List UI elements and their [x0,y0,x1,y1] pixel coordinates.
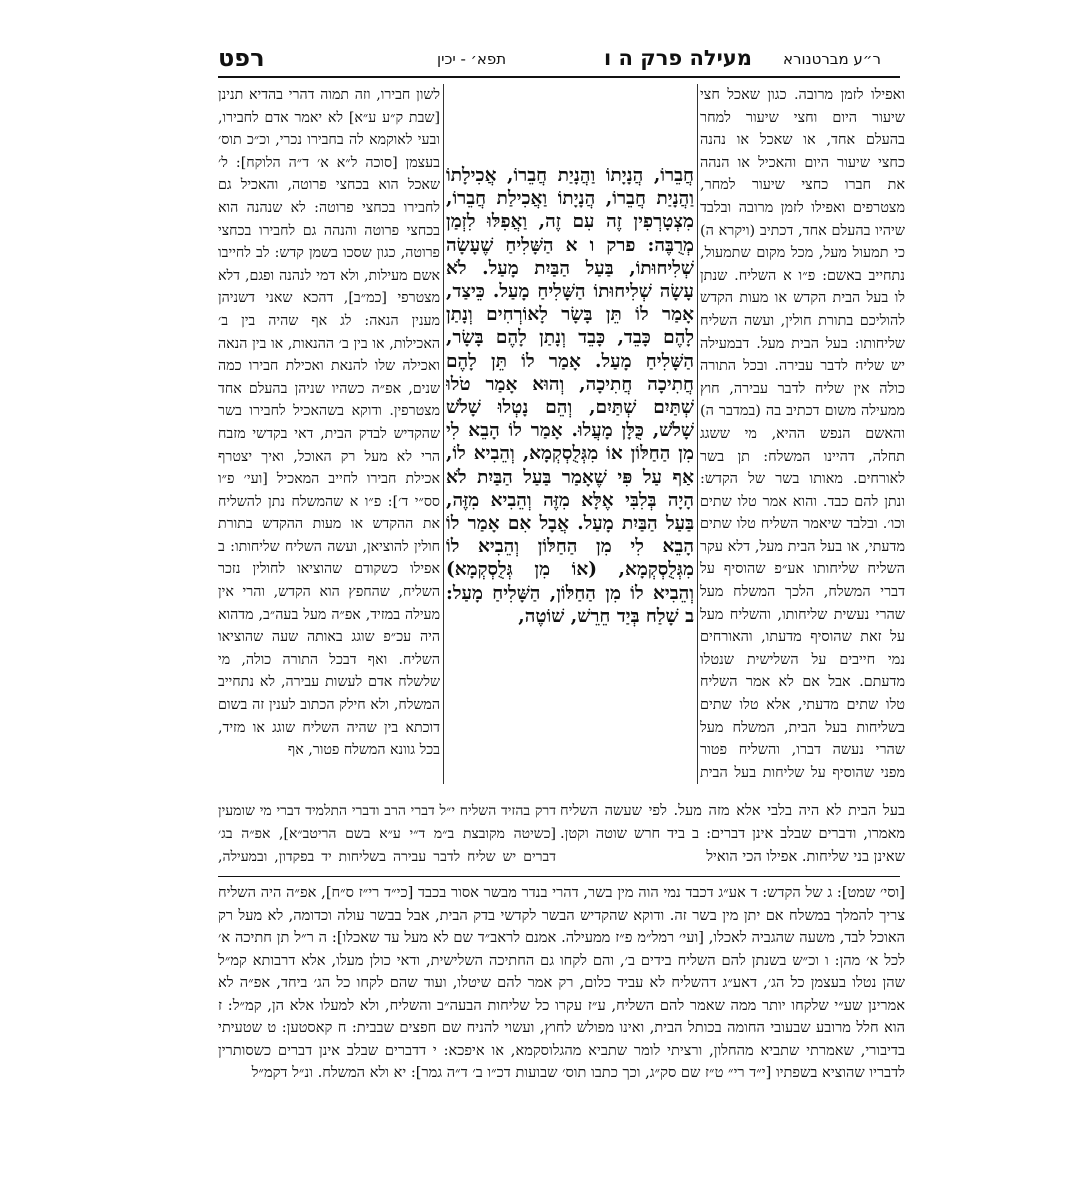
tiferet-yisrael-commentary [218,84,440,784]
notes-rule [218,876,900,877]
bartenura-continuation [560,800,905,870]
running-head-title: מעילה פרק ה ו [604,46,752,70]
running-head-commentary-left: תפא׳ - יכין [437,50,507,68]
tiferet-text: לשון חבירו, וזה תמוה דהרי בהדיא תנינן [שבת ק״ע ע״א] לא יאמר אדם לחבירו, ובעי לאוקמא לה בחבירו נכרי, וכ״כ תוס׳ בעצמן [סוכה ל״א א׳ ד״ה הלוקח]: ל׳ שאכל הוא בכחצי פרוטה, והאכיל גם לחבירו בכחצי פרוטה: לא שנהנה הוא בכחצי פרוטה והנהה גם לחבירו בכחצי פרוטה, כגון שסכו בשמן קדש: לב לחייבו אשם מעילות, ולא דמי לנהנה ופגם, דלא מצטרפי [כמ״ב], דהכא שאני דשניהן מענין הנאה: לג אף שהיה בין ב׳ האכילות, או בין ב׳ ההנאות, או בין הנאה ואכילה שלו להנאת ואכילת חבירו כמה שנים, אפ״ה כשהיו שניהן בהעלם אחד מצטרפין. ודוקא בשהאכיל לחבירו בשר שהקדיש לבדק הבית, דאי בקדשי מזבח הרי לא מעל רק האוכל, ואיך יצטרף אכילת חבירו לחייב המאכיל [ועי׳ פ״ו סס״י ד׳]: פ״ו א שהמשלח נתן להשליח את ההקדש או מעות ההקדש בתורת חולין להוציאן, ועשה השליח שליחותו: ב אפילו כשקודם שהוציאו לחולין נזכר השליח, שהחפץ הוא הקדש, והרי אין מעילה במזיד, אפ״ה מעל בעה״ב, מדהוא היה עכ״פ שוגג באותה שעה שהוציאו השליח. ואף דבכל התורה כולה, מי שלשלח אדם לעשות עבירה, לא נתחייב המשלח, ולא חילק הכתוב לענין זה בשום דוכתא בין שהיה השליח שוגג או מזיד, בכל גוונא המשלח פטור, אף [218,87,440,759]
mishnah-text: חֲבֵרוֹ, הֲנָיָתוֹ וַהֲנָיַת חֲבֵרוֹ, אֲכִילָתוֹ וַהֲנָיַת חֲבֵרוֹ, הֲנָיָתוֹ וַאֲכִילַת חֲבֵרוֹ, מִצְטָרְפִין זֶה עִם זֶה, וַאֲפִלּוּ לִזְמַן מְרֻבֶּה: פרק ו א הַשָּׁלִיחַ שֶׁעָשָׂה שְׁלִיחוּתוֹ, בַּעַל הַבַּיִת מָעַל. לֹא עָשָׂה שְׁלִיחוּתוֹ הַשָּׁלִיחַ מָעַל. כֵּיצַד, אָמַר לוֹ תֵּן בָּשָׂר לָאוֹרְחִים וְנָתַן לָהֶם כָּבֵד, כָּבֵד וְנָתַן לָהֶם בָּשָׂר, הַשָּׁלִיחַ מָעַל. אָמַר לוֹ תֵּן לָהֶם חֲתִיכָה חֲתִיכָה, וְהוּא אָמַר טֹלוּ שְׁתַּיִם שְׁתַּיִם, וְהֵם נָטְלוּ שָׁלֹשׁ שָׁלֹשׁ, כֻּלָּן מָעֲלוּ. אָמַר לוֹ הָבֵא לִי מִן הַחַלּוֹן אוֹ מִגְּלֻסְקְמָא, וְהֵבִיא לוֹ, אַף עַל פִּי שֶׁאָמַר בַּעַל הַבַּיִת לֹא הָיָה בְּלִבִּי אֶלָּא מִזֶּה וְהֵבִיא מִזֶּה, בַּעַל הַבַּיִת מָעַל. אֲבָל אִם אָמַר לוֹ הָבֵא לִי מִן הַחַלּוֹן וְהֵבִיא לוֹ מִגְּלֻסְקְמָא, (אוֹ מִן גְּלֻסְקְמָא) וְהֵבִיא לוֹ מִן הַחַלּוֹן, הַשָּׁלִיחַ מָעַל: ב שָׁלַח בְּיַד חֵרֵשׁ, שׁוֹטֶה, [446,165,694,627]
bartenura-commentary [700,84,905,784]
header-rule [218,76,900,78]
column-divider-left [443,84,444,784]
running-head-commentary-right: ר״ע מברטנורא [783,50,881,68]
page-number: רפט [218,44,265,72]
footnotes-text: [וסי׳ שמט]: ג של הקדש: ד אע״ג דכבד נמי הוה מין בשר, דהרי בנדר מבשר אסור בכבד [כי״ד רי״ז ס״ח], אפ״ה היה השליח צריך להמלך במשלח אם יתן מין בשר זה. ודוקא שהקדיש הבשר לקדשי בדק הבית, אבל בבשר עולה וכדומה, לא מעל רק האוכל לבד, משעה שהגביה לאכלו, [ועי׳ רמל״מ פ״ז ממעילה. אמנם לראב״ד שם לא מעל עד שאכלו]: ה ר״ל תן חתיכה א׳ לכל א׳ מהן: ו וכ״ש בשנתן להם השליח בידים ב׳, והם לקחו גם החתיכה השלישית, ודאי כולן מעלו, אלא דרבותא קמ״ל שהן נטלו בעצמן כל הג׳, דאע״ג דהשליח לא עביד כלום, רק אמר להם שיטלו, ועוד שהם לקחו כל הג׳ ביחד, אפ״ה לא אמרינן שע״י שלקחו יותר ממה שאמר להם השליח, ע״ז עקרו כל שליחות הבעה״ב והשליח, ולא למעלו אלא הן, קמ״ל: ז הוא חלל מרובע שבעובי החומה בכותל הבית, ואינו מפולש לחוץ, ועשוי להניח שם חפצים שבבית: ח קאסטען: ט שטעיתי בדיבורי, שאמרתי שתביא מהחלון, ורציתי לומר שתביא מהגלוסקמא, או איפכא: י דדברים שבלב אינן דברים כשסותרין לדבריו שהוציא בשפתיו [י״ד רי״ ט״ז שם סק״ג, וכך כתבו תוס׳ שבועות דכ״ו ב׳ ד״ה גמר]: יא ולא המשלח. ונ״ל דקמ״ל [218,884,905,1081]
footnotes-section [218,882,905,1152]
tiferet-continuation [218,800,556,870]
mishnah-text-column [446,164,694,784]
bartenura-text: ואפילו לזמן מרובה. כגון שאכל חצי שיעור היום וחצי שיעור למחר בהעלם אחד, או שאכל או נהנה כחצי שיעור היום והאכיל או הנהה את חברו כחצי שיעור למחר, מצטרפים ואפילו לזמן מרובה ובלבד שיהיו בהעלם אחד, דכתיב (ויקרא ה) כי תמעול מעל, מכל מקום שתמעול, נתחייב באשם: פ״ו א השליח. שנתן לו בעל הבית הקדש או מעות הקדש להוליכם בתורת חולין, ועשה השליח שליחותו: בעל הבית מעל. דבמעילה יש שליח לדבר עבירה. ובכל התורה כולה אין שליח לדבר עבירה, חוץ ממעילה משום דכתיב בה (במדבר ה) והאשם הנפש ההיא, מי ששגג תחלה, דהיינו המשלח: תן בשר לאורחים. מאותו בשר של הקדש: ונתן להם כבד. והוא אמר טלו שתים וכו׳. ובלבד שיאמר השליח טלו שתים מדעתי, או בעל הבית מעל, דלא עקר השליח שליחותו אע״פ שהוסיף על דברי המשלח, הלכך המשלח מעל שהרי נעשית שליחותו, והשליח מעל על זאת שהוסיף מדעתו, והאורחים נמי חייבים על השלישית שנטלו מדעתם. אבל אם לא אמר השליח טלו שתים מדעתי, אלא טלו שתים בשליחות בעל הבית, המשלח מעל שהרי נעשה דברו, והשליח פטור מפני שהוסיף על שליחות בעל הבית [700,87,905,781]
column-divider-right [697,84,698,784]
tiferet-continuation-text: דרק בהזיד השליח י״ל דברי הרב ודברי התלמיד דברי מי שומעין [כשיטה מקובצת ב״מ ד״י ע״א בשם הריטב״א], אפ״ה בג׳ דברים יש שליח לדבר עבירה בשליחות יד בפקדון, ובמעילה, [218,803,556,865]
bartenura-continuation-text: בעל הבית לא היה בלבי אלא מזה מעל. לפי שעשה השליח מאמרו, ודברים שבלב אינן דברים: ב ביד חרש שוטה וקטן. שאינן בני שליחות. אפילו הכי הואיל [560,802,905,865]
